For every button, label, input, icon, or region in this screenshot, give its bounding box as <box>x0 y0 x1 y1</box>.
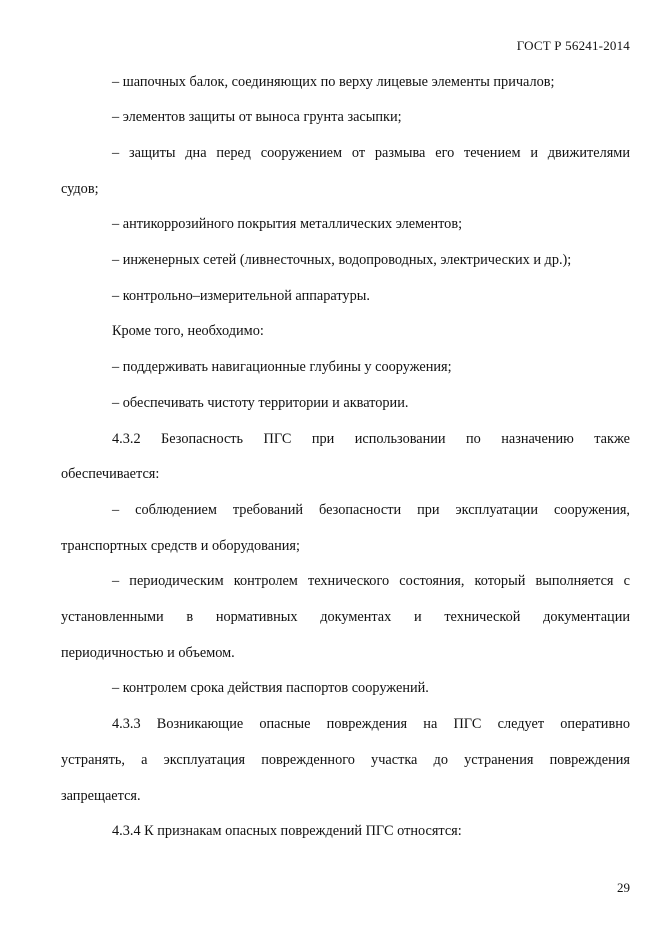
text-line: устранять, а эксплуатация поврежденного участка до устранения повреждения <box>61 752 630 768</box>
text-line: – защиты дна перед сооружением от размыва его течением и движителями <box>112 145 630 161</box>
text-line: 4.3.2 Безопасность ПГС при использовании по назначению также <box>112 431 630 447</box>
text-line: обеспечивается: <box>61 466 160 482</box>
text-line: периодичностью и объемом. <box>61 645 235 661</box>
text-line: транспортных средств и оборудования; <box>61 538 300 554</box>
text-line: – инженерных сетей (ливнесточных, водопроводных, электрических и др.); <box>112 252 572 268</box>
page-number: 29 <box>617 880 630 895</box>
page-header: ГОСТ Р 56241-2014 <box>516 38 630 53</box>
text-line: 4.3.3 Возникающие опасные повреждения на ПГС следует оперативно <box>112 716 630 732</box>
text-line: – обеспечивать чистоту территории и акватории. <box>112 395 409 411</box>
text-line: – соблюдением требований безопасности при эксплуатации сооружения, <box>112 502 630 518</box>
text-line: судов; <box>61 181 99 197</box>
text-line: – элементов защиты от выноса грунта засыпки; <box>112 109 402 125</box>
text-line: – периодическим контролем технического состояния, который выполняется с <box>112 573 630 589</box>
text-line: – контрольно–измерительной аппаратуры. <box>112 288 370 304</box>
text-line: запрещается. <box>61 788 141 804</box>
text-line: установленными в нормативных документах и технической документации <box>61 609 630 625</box>
text-line: 4.3.4 К признакам опасных повреждений ПГС относятся: <box>112 823 462 839</box>
text-line: – антикоррозийного покрытия металлических элементов; <box>112 216 463 232</box>
text-line: – поддерживать навигационные глубины у сооружения; <box>112 359 452 375</box>
text-line: – контролем срока действия паспортов сооружений. <box>112 680 429 696</box>
text-line: – шапочных балок, соединяющих по верху лицевые элементы причалов; <box>112 74 555 90</box>
text-line: Кроме того, необходимо: <box>112 323 264 339</box>
